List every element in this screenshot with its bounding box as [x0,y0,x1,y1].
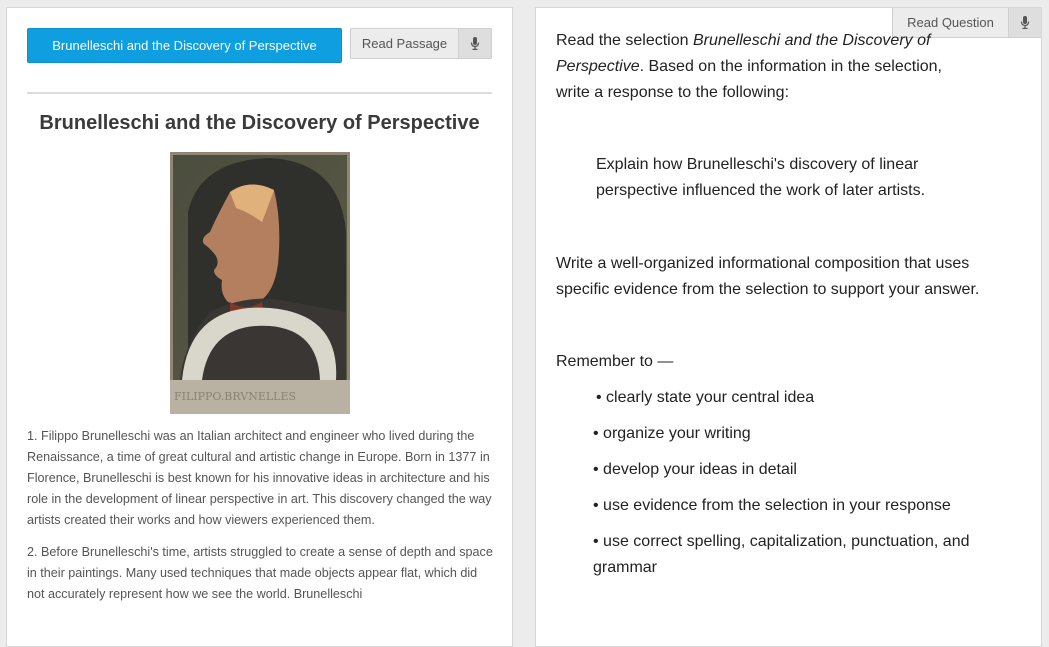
passage-title: Brunelleschi and the Discovery of Perspective [39,112,480,134]
passage-panel [6,7,513,647]
svg-text:FILIPPO.BRVNELLES: FILIPPO.BRVNELLES [174,390,297,403]
question-panel [535,7,1042,647]
passage-paragraph-2: 2. Before Brunelleschi's time, artists struggled to create a sense of depth and space in their paintings. Many used techniques that made objects appear flat, which did not accurately represent how we see the world. Brunelleschi [27,545,493,601]
checklist [556,385,1026,581]
checklist-item: • clearly state your central idea [596,389,815,406]
passage-mic-button[interactable] [458,29,491,58]
passage-tab-button[interactable]: Brunelleschi and the Discovery of Perspective [27,28,342,63]
write-instruction: Write a well-organized informational composition that uses specific evidence from the selection to support your answer. [556,255,980,298]
read-passage-control [350,28,492,59]
brunelleschi-portrait [170,152,350,414]
checklist-item: • organize your writing [593,425,751,442]
passage-paragraph-1: 1. Filippo Brunelleschi was an Italian architect and engineer who lived during the Renaissance, a time of great cultural and artistic change in Europe. Born in 1377 in Florence, Brunelleschi is best known for his innovative ideas in architecture and his role in the development of linear perspective in art. This discovery changed the way artists created their works and how viewers experienced them. [27,429,492,527]
question-intro: Read the selection Brunelleschi and the Discovery of Perspective. Based on the information in the selection, write a response to the following: [556,32,942,101]
read-passage-button[interactable]: Read Passage [361,36,448,51]
passage-text [27,426,495,616]
checklist-item: • develop your ideas in detail [593,461,797,478]
checklist-item: • use evidence from the selection in your response [593,497,951,514]
question-content [556,28,1026,591]
selection-title: Brunelleschi and the Discovery of Perspective [556,32,931,75]
microphone-icon [470,37,480,50]
checklist-item: • use correct spelling, capitalization, punctuation, and grammar [593,533,970,576]
passage-divider [27,92,492,94]
read-question-button[interactable]: Read Question [907,15,994,30]
question-prompt: Explain how Brunelleschi's discovery of linear perspective influenced the work of later artists. [596,156,926,199]
remember-heading: Remember to — [556,353,674,370]
